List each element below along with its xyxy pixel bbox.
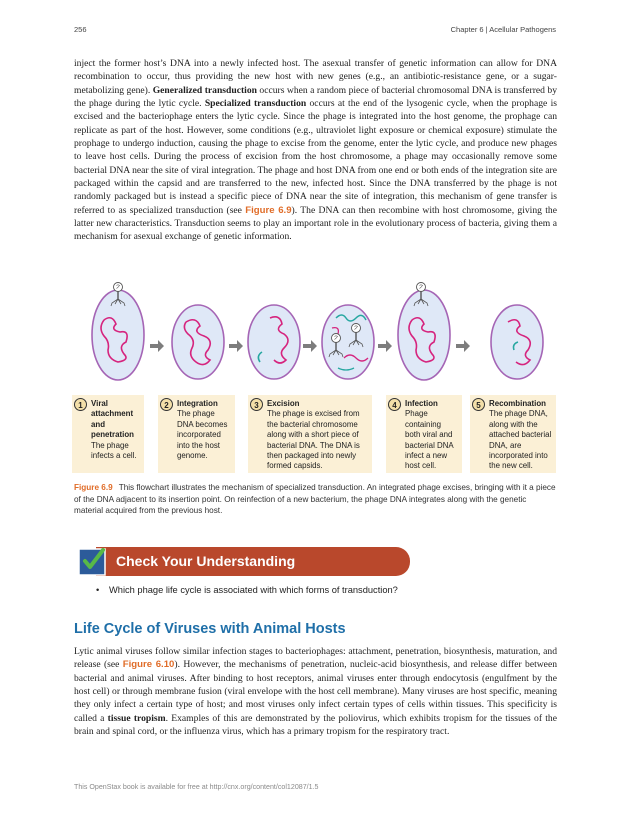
cell-3-excision — [248, 305, 300, 379]
arrow-icon — [229, 340, 243, 352]
check-understanding-banner — [74, 546, 410, 577]
footer-note: This OpenStax book is available for free at http://cnx.org/content/col12087/1.5 — [74, 783, 319, 791]
step-number: 5 — [472, 398, 485, 411]
step-title: Viral attachment and penetration — [91, 399, 134, 440]
cell-3b-new-phages — [322, 305, 374, 379]
cell-4-infection — [398, 283, 450, 381]
section-text-2: ). However, the mechanisms of penetration, nucleic-acid biosynthesis, and release differ between bacterial and animal viruses. After binding to host receptors, animal viruses enter through endocytosis (engulfment by the host cell) or through membrane fusion (viral envelope with the host cell membrane). Many viruses are host specific, meaning they only infect a certain type of host; and most viruses only infect certain types of cells within tissues. This specificity is called a — [74, 659, 557, 724]
section-paragraph — [74, 645, 557, 738]
step-number: 2 — [160, 398, 173, 411]
intro-text-2: occurs when a random piece of bacterial chromosomal DNA is transferred by the phage during the lytic cycle. — [74, 84, 557, 110]
step-5-box — [470, 395, 556, 473]
step-2-box — [158, 395, 235, 473]
section-text-3: . Examples of this are demonstrated by the poliovirus, which exhibits tropism for the tissues of the brain and spinal cord, or the influenza virus, which has a primary tropism for the respiratory tract. — [74, 712, 557, 738]
step-description: The phage DNA, along with the attached bacterial DNA, are incorporated into the new cell. — [489, 409, 552, 471]
figure-label: Figure 6.9 — [74, 483, 113, 492]
term-generalized-transduction: Generalized transduction — [152, 84, 257, 96]
step-number: 1 — [74, 398, 87, 411]
step-1-box — [72, 395, 144, 473]
step-4-box — [386, 395, 462, 473]
step-title: Excision — [267, 399, 300, 408]
figure-caption — [74, 482, 557, 517]
bullet-marker: • — [96, 585, 100, 595]
figure-6-9-link[interactable]: Figure 6.9 — [245, 204, 292, 216]
term-specialized-transduction: Specialized transduction — [204, 98, 307, 110]
intro-paragraph — [74, 57, 557, 244]
step-description: The phage is excised from the bacterial chromosome along with a short piece of bacterial DNA. The DNA is then packaged into newly formed capsids. — [267, 409, 360, 471]
section-heading: Life Cycle of Viruses with Animal Hosts — [74, 621, 346, 637]
step-description: The phage infects a cell. — [91, 440, 137, 461]
chapter-header: Chapter 6 | Acellular Pathogens — [450, 25, 556, 34]
step-title: Integration — [177, 399, 218, 408]
figure-6-10-link[interactable]: Figure 6.10 — [122, 659, 175, 671]
cell-1-attachment — [92, 283, 144, 381]
checkbox-icon — [78, 546, 108, 576]
step-number: 3 — [250, 398, 263, 411]
arrow-icon — [378, 340, 392, 352]
step-title: Recombination — [489, 399, 546, 408]
intro-text-4: ). The DNA can then recombine with host chromosome, giving the latter new characteristics. Transduction seems to play an important role in the evolutionary process of bacteria, giving them a mechanism for asexual exchange of genetic information. — [74, 204, 557, 243]
page-number: 256 — [74, 25, 87, 34]
intro-text-1: inject the former host’s DNA into a newly infected host. The asexual transfer of genetic information can allow for DNA recombination to occur, thus providing the new host with new genes (e.g., an antibiotic-resistance gene, or a sugar-metabolizing gene). — [74, 58, 557, 96]
step-title: Infection — [405, 399, 438, 408]
question-text: Which phage life cycle is associated with which forms of transduction? — [109, 585, 398, 595]
step-3-box — [248, 395, 372, 473]
caption-text: This flowchart illustrates the mechanism of specialized transduction. An integrated phage excises, bringing with it a piece of the DNA adjacent to its insertion point. On reinfection of a new bacterium, the phage DNA integrates along with the genetic material acquired from the previous host. — [74, 483, 556, 515]
step-number: 4 — [388, 398, 401, 411]
check-understanding-title: Check Your Understanding — [116, 553, 296, 569]
section-text-1: Lytic animal viruses follow similar infection stages to bacteriophages: attachment, penetration, biosynthesis, maturation, and release (see — [74, 646, 557, 671]
intro-text-3: occurs at the end of the lysogenic cycle, when the prophage is excised and the bacteriophage enters the lytic cycle. Since the phage is integrated into the host genome, the prophage can replicate as part of the host. However, some conditions (e.g., ultraviolet light exposure or chemical exposure) stimulate the prophage to undergo induction, causing the phage to excise from the genome, enter the lytic cycle, and produce new phages to leave host cells. During the process of excision from the host chromosome, a phage may occasionally remove some bacterial DNA near the site of viral integration. The phage and host DNA from one end or both ends of the integration site are packaged within the capsid and are transferred to the new, infected host. Since the DNA transferred by the phage is not randomly packaged but is instead a specific piece of DNA near the site of integration, this mechanism of gene transfer is referred to as specialized transduction (see — [74, 98, 557, 216]
term-tissue-tropism: tissue tropism — [107, 712, 166, 724]
arrow-icon — [150, 340, 164, 352]
step-description: The phage DNA becomes incorporated into the host genome. — [177, 409, 228, 461]
step-description: Phage containing both viral and bacterial DNA infect a new host cell. — [405, 409, 454, 471]
arrow-icon — [303, 340, 317, 352]
arrow-icon — [456, 340, 470, 352]
cell-2-integration — [172, 305, 224, 379]
cell-5-recombination — [491, 305, 543, 379]
